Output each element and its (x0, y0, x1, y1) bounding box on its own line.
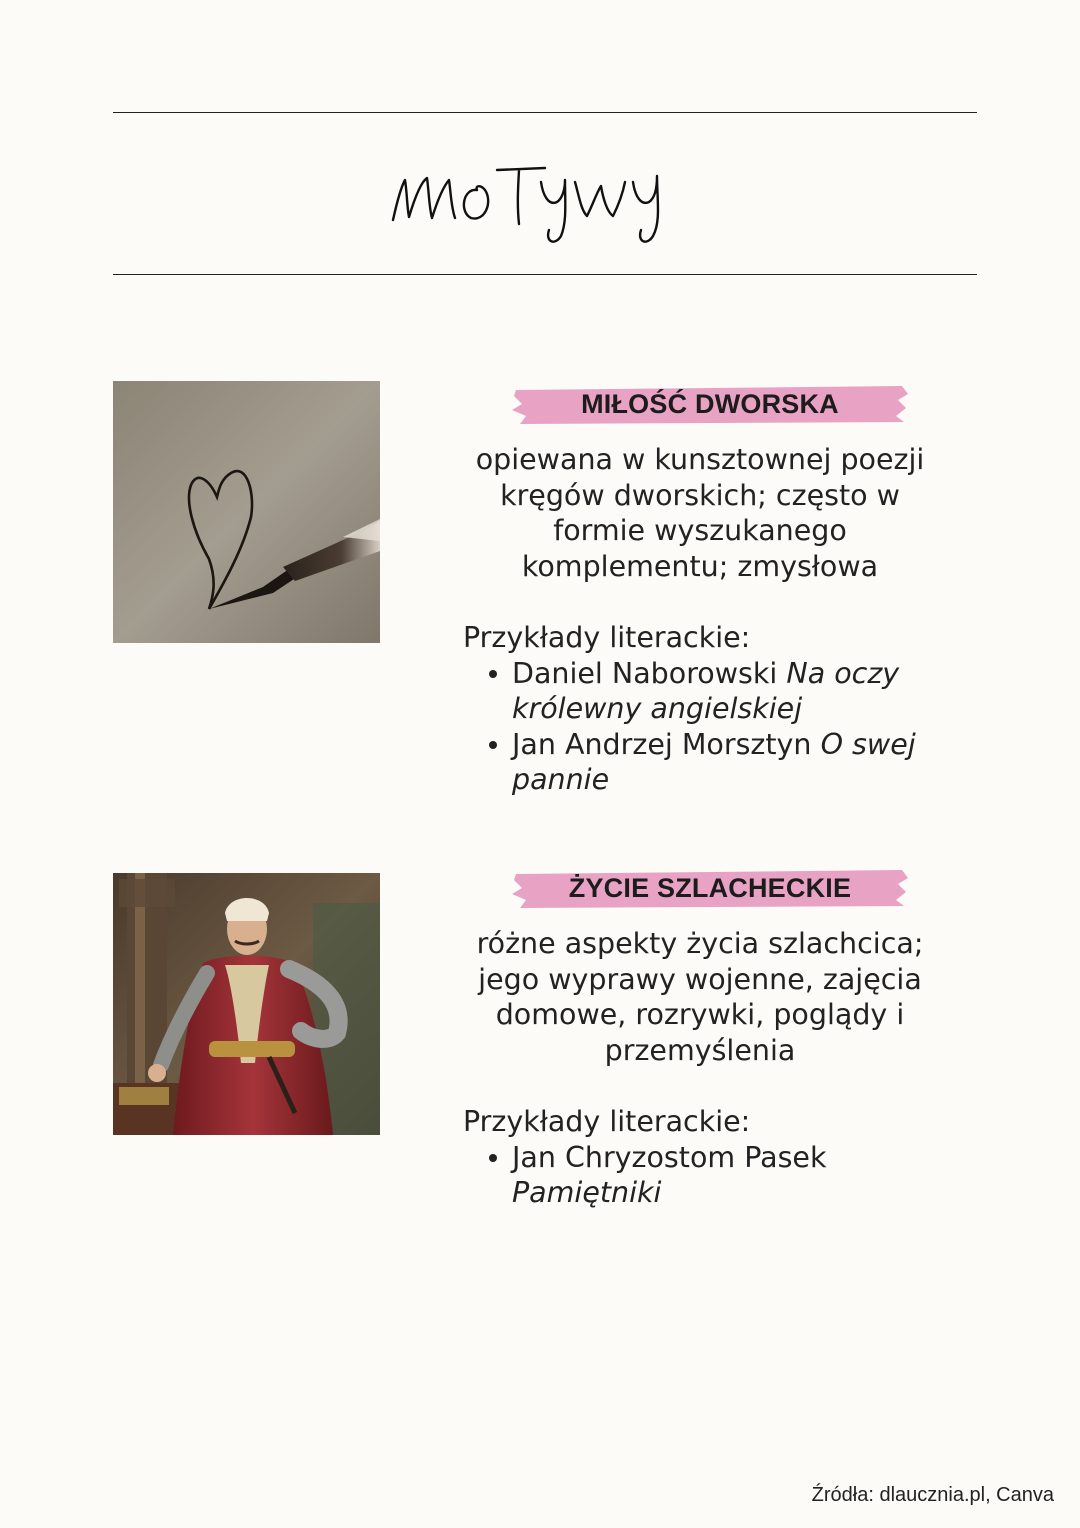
page-title (0, 132, 1080, 252)
handwritten-title-motywy (385, 132, 695, 252)
section-heading: ŻYCIE SZLACHECKIE (510, 866, 910, 910)
example-work: Pamiętniki (512, 1176, 662, 1209)
examples-list (440, 656, 980, 798)
examples-list (440, 1140, 980, 1211)
list-item (512, 656, 932, 727)
sources-footer: Źródła: dlaucznia.pl, Canva (811, 1484, 1054, 1506)
example-author: Daniel Naborowski (512, 656, 778, 690)
section-heading: MIŁOŚĆ DWORSKA (510, 382, 910, 426)
list-item (512, 1140, 932, 1211)
section-milosc-dworska (440, 382, 980, 798)
section-description: opiewana w kunsztownej poezji kręgów dworskich; często w formie wyszukanego komplementu; zmysłowa (475, 443, 925, 583)
nobleman-portrait (113, 873, 380, 1135)
bottom-divider (113, 274, 977, 275)
examples-label: Przykłady literackie: (463, 621, 751, 654)
list-item (512, 727, 932, 798)
example-work: Na oczy królewny angielskiej (512, 656, 900, 725)
example-author: Jan Andrzej Morsztyn (512, 727, 812, 761)
example-author: Jan Chryzostom Pasek (512, 1140, 827, 1174)
example-work: O swej pannie (512, 727, 916, 796)
examples-label: Przykłady literackie: (463, 1105, 751, 1138)
top-divider (113, 112, 977, 113)
section-description: różne aspekty życia szlachcica; jego wyprawy wojenne, zajęcia domowe, rozrywki, poglądy i przemyślenia (476, 927, 924, 1067)
section-zycie-szlacheckie (440, 866, 980, 1211)
heart-pen-photo (113, 381, 380, 643)
